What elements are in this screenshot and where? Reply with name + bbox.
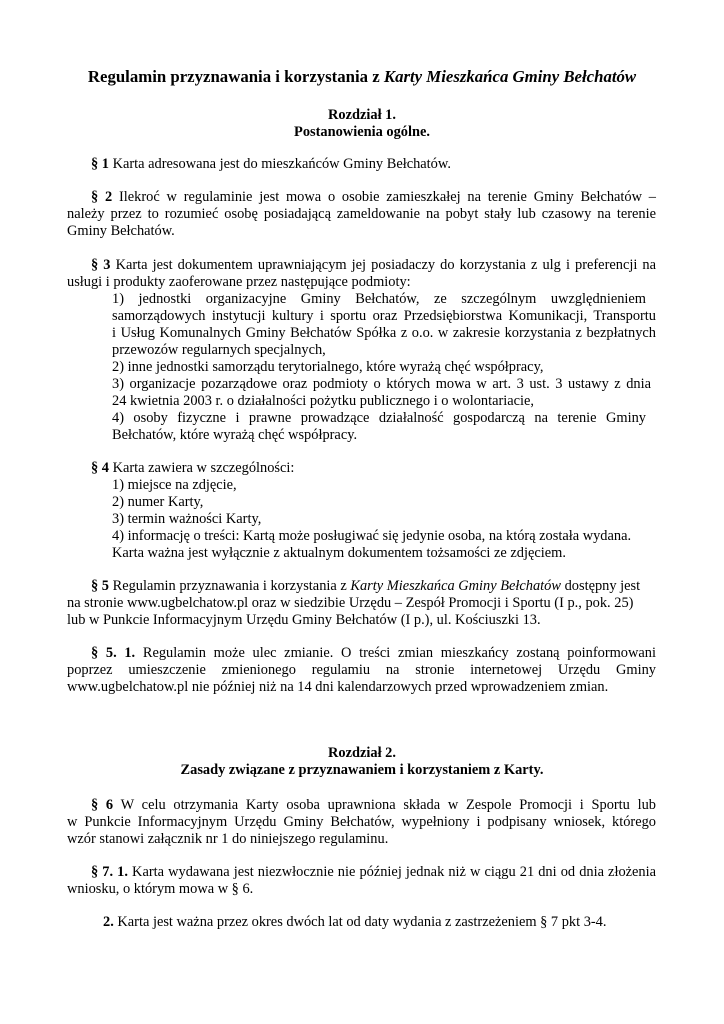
list-item: przewozów regularnych specjalnych, bbox=[112, 342, 326, 358]
chapter-2-subheading: Zasady związane z przyznawaniem i korzystaniem z Karty. bbox=[180, 762, 544, 778]
paragraph-4-line-1: § 4 Karta zawiera w szczególności: bbox=[91, 460, 295, 476]
list-item: Bełchatów, które wyrażą chęć współpracy. bbox=[112, 427, 358, 443]
list-item: 4) informację o treści: Kartą może posługiwać się jedynie osoba, na którą została wydana. bbox=[112, 528, 632, 544]
document-title: Regulamin przyznawania i korzystania z Karty Mieszkańca Gminy Bełchatów bbox=[87, 67, 637, 86]
paragraph-3-line-2: usługi i produkty zaoferowane przez następujące podmioty: bbox=[67, 274, 411, 290]
paragraph-3-line-1: § 3 Karta jest dokumentem uprawniającym jej posiadaczy do korzystania z ulg i preferencji na bbox=[91, 257, 656, 273]
list-item: 4) osoby fizyczne i prawne prowadzące działalność gospodarczą na terenie Gminy bbox=[112, 410, 646, 426]
chapter-1-heading: Rozdział 1. bbox=[328, 107, 396, 123]
list-item: samorządowych instytucji kultury i sportu oraz Przedsiębiorstwa Komunikacji, Transportu bbox=[112, 308, 656, 324]
paragraph-5-line-2: na stronie www.ugbelchatow.pl oraz w siedzibie Urzędu – Zespół Promocji i Sportu (I p., pok. 25) bbox=[67, 595, 634, 611]
chapter-1-subheading: Postanowienia ogólne. bbox=[294, 124, 430, 140]
paragraph-5-1-line-1: § 5. 1. Regulamin może ulec zmianie. O treści zmian mieszkańcy zostaną poinformowani bbox=[91, 645, 656, 661]
paragraph-7-1-line-1: § 7. 1. Karta wydawana jest niezwłocznie nie później jednak niż w ciągu 21 dni od dnia złożenia bbox=[91, 864, 656, 880]
list-item: 3) termin ważności Karty, bbox=[112, 511, 262, 527]
paragraph-5-line-3: lub w Punkcie Informacyjnym Urzędu Gminy Bełchatów (I p.), ul. Kościuszki 13. bbox=[67, 612, 541, 628]
list-item: 2) inne jednostki samorządu terytorialnego, które wyrażą chęć współpracy, bbox=[112, 359, 544, 375]
list-item: 24 kwietnia 2003 r. o działalności pożytku publicznego i o wolontariacie, bbox=[112, 393, 535, 409]
paragraph-6-line-3: wzór stanowi załącznik nr 1 do niniejszego regulaminu. bbox=[67, 831, 389, 847]
paragraph-5-line-1: § 5 Regulamin przyznawania i korzystania z Karty Mieszkańca Gminy Bełchatów dostępny jest bbox=[91, 578, 641, 594]
chapter-2-heading: Rozdział 2. bbox=[328, 745, 396, 761]
list-item: 1) jednostki organizacyjne Gminy Bełchatów, ze szczególnym uwzględnieniem bbox=[112, 291, 646, 307]
list-item: 1) miejsce na zdjęcie, bbox=[112, 477, 237, 493]
paragraph-6-line-2: w Punkcie Informacyjnym Urzędu Gminy Bełchatów, wypełniony i podpisany wniosek, którego bbox=[67, 814, 656, 830]
paragraph-2-line-3: Gminy Bełchatów. bbox=[67, 223, 175, 239]
paragraph-6-line-1: § 6 W celu otrzymania Karty osoba uprawniona składa w Zespole Promocji i Sportu lub bbox=[91, 797, 656, 813]
paragraph-7-1-line-2: wniosku, o którym mowa w § 6. bbox=[67, 881, 254, 897]
paragraph-2-line-1: § 2 Ilekroć w regulaminie jest mowa o osobie zamieszkałej na terenie Gminy Bełchatów – bbox=[91, 189, 656, 205]
paragraph-5-1-line-3: www.ugbelchatow.pl nie później niż na 14 dni kalendarzowych przed wprowadzeniem zmian. bbox=[67, 679, 609, 695]
paragraph-2-line-2: należy przez to rozumieć osobę posiadającą zameldowanie na pobyt stały lub czasowy na terenie bbox=[67, 206, 656, 222]
paragraph-7-2: 2. Karta jest ważna przez okres dwóch lat od daty wydania z zastrzeżeniem § 7 pkt 3-4. bbox=[103, 914, 607, 930]
list-item: 2) numer Karty, bbox=[112, 494, 204, 510]
list-item: 3) organizacje pozarządowe oraz podmioty o których mowa w art. 3 ust. 3 ustawy z dnia bbox=[112, 376, 651, 392]
list-item: i Usług Komunalnych Gminy Bełchatów Spółka z o.o. w zakresie korzystania z bezpłatnych bbox=[112, 325, 656, 341]
paragraph-5-1-line-2: poprzez umieszczenie zmienionego regulamiu na stronie internetowej Urzędu Gminy bbox=[67, 662, 656, 678]
list-item: Karta ważna jest wyłącznie z aktualnym dokumentem tożsamości ze zdjęciem. bbox=[112, 545, 566, 561]
paragraph-1: § 1 Karta adresowana jest do mieszkańców Gminy Bełchatów. bbox=[91, 156, 451, 172]
